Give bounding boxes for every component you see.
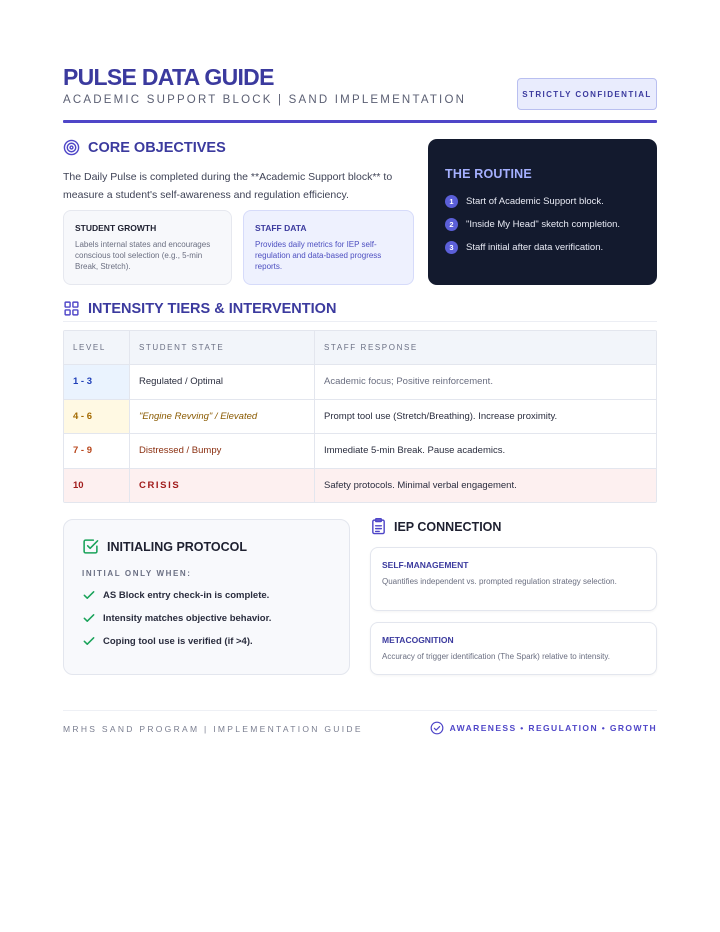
card-body: Labels internal states and encourages conscious tool selection (e.g., 5-min Break, Stretch). — [75, 240, 211, 272]
protocol-heading — [82, 538, 331, 555]
table-row — [64, 468, 656, 503]
step-number: 2 — [445, 218, 458, 231]
protocol-title: INITIALING PROTOCOL — [107, 539, 248, 554]
step-text: "Inside My Head" sketch completion. — [466, 218, 621, 230]
table-header-row — [64, 331, 656, 364]
check-icon — [82, 588, 96, 602]
core-objectives-title: CORE OBJECTIVES — [88, 139, 226, 156]
self-management-card — [370, 547, 657, 611]
state-cell: Regulated / Optimal — [130, 365, 315, 399]
footer-tagline-text: AWARENESS • REGULATION • GROWTH — [449, 723, 657, 733]
core-objectives-text: The Daily Pulse is completed during the **Academic Support block** to measure a student's self-awareness and regulation efficiency. — [63, 171, 393, 201]
routine-panel — [428, 139, 657, 285]
step-text: Start of Academic Support block. — [466, 195, 604, 207]
check-icon — [82, 611, 96, 625]
table-row — [64, 433, 656, 468]
footer-tagline — [430, 721, 657, 735]
protocol-item-text: Coping tool use is verified (if >4). — [103, 635, 253, 647]
iep-connection-heading — [371, 518, 501, 535]
column-header-state: STUDENT STATE — [130, 331, 315, 364]
protocol-item — [82, 588, 331, 602]
level-cell: 4 - 6 — [64, 400, 130, 434]
card-title: STAFF DATA — [255, 223, 307, 233]
iep-card-title: METACOGNITION — [382, 635, 454, 645]
protocol-item — [82, 611, 331, 625]
response-cell: Immediate 5-min Break. Pause academics. — [324, 445, 506, 457]
protocol-item — [82, 634, 331, 648]
iep-connection-title: IEP CONNECTION — [394, 519, 502, 534]
core-objectives-heading — [63, 139, 226, 156]
page-title: PULSE DATA GUIDE — [63, 64, 274, 90]
intensity-table — [63, 330, 657, 503]
column-header-response: STAFF RESPONSE — [324, 343, 418, 352]
column-header-level: LEVEL — [64, 331, 130, 364]
metacognition-card — [370, 622, 657, 675]
protocol-item-text: Intensity matches objective behavior. — [103, 612, 272, 624]
iep-card-body: Accuracy of trigger identification (The Spark) relative to intensity. — [382, 652, 610, 661]
level-cell: 10 — [64, 469, 130, 503]
routine-title: THE ROUTINE — [445, 167, 532, 181]
intensity-tiers-title: INTENSITY TIERS & INTERVENTION — [88, 300, 337, 317]
state-cell: Distressed / Bumpy — [130, 434, 315, 468]
target-icon — [63, 139, 80, 156]
protocol-subheading: INITIAL ONLY WHEN: — [82, 569, 192, 578]
header-divider — [63, 120, 657, 123]
grid-icon — [63, 300, 80, 317]
response-cell: Safety protocols. Minimal verbal engagement. — [324, 479, 517, 491]
step-text: Staff initial after data verification. — [466, 241, 604, 253]
table-row — [64, 364, 656, 399]
step-number: 3 — [445, 241, 458, 254]
clipboard-icon — [371, 518, 386, 535]
intensity-tiers-heading — [63, 300, 336, 317]
table-row — [64, 399, 656, 434]
response-cell: Academic focus; Positive reinforcement. — [324, 376, 493, 388]
footer-program: MRHS SAND PROGRAM | IMPLEMENTATION GUIDE — [63, 724, 363, 734]
check-icon — [82, 634, 96, 648]
iep-card-title: SELF-MANAGEMENT — [382, 560, 469, 570]
protocol-item-text: AS Block entry check-in is complete. — [103, 589, 270, 601]
state-cell: CRISIS — [130, 469, 315, 503]
routine-step — [445, 194, 640, 208]
footer-divider — [63, 710, 657, 711]
card-body: Provides daily metrics for IEP self-regulation and data-based progress reports. — [255, 240, 382, 272]
checkbox-icon — [82, 538, 99, 555]
student-growth-card — [63, 210, 232, 285]
iep-card-body: Quantifies independent vs. prompted regulation strategy selection. — [382, 577, 617, 586]
level-cell: 1 - 3 — [64, 365, 130, 399]
routine-step — [445, 217, 640, 231]
level-cell: 7 - 9 — [64, 434, 130, 468]
confidential-badge: STRICTLY CONFIDENTIAL — [517, 78, 657, 110]
check-circle-icon — [430, 721, 444, 735]
step-number: 1 — [445, 195, 458, 208]
card-title: STUDENT GROWTH — [75, 223, 157, 233]
state-cell: "Engine Revving" / Elevated — [130, 400, 315, 434]
staff-data-card — [243, 210, 414, 285]
initialing-protocol-panel — [63, 519, 350, 675]
response-cell: Prompt tool use (Stretch/Breathing). Increase proximity. — [324, 410, 558, 422]
page-subtitle: ACADEMIC SUPPORT BLOCK | SAND IMPLEMENTATION — [63, 94, 467, 106]
section-divider — [63, 321, 657, 322]
routine-step — [445, 240, 640, 254]
